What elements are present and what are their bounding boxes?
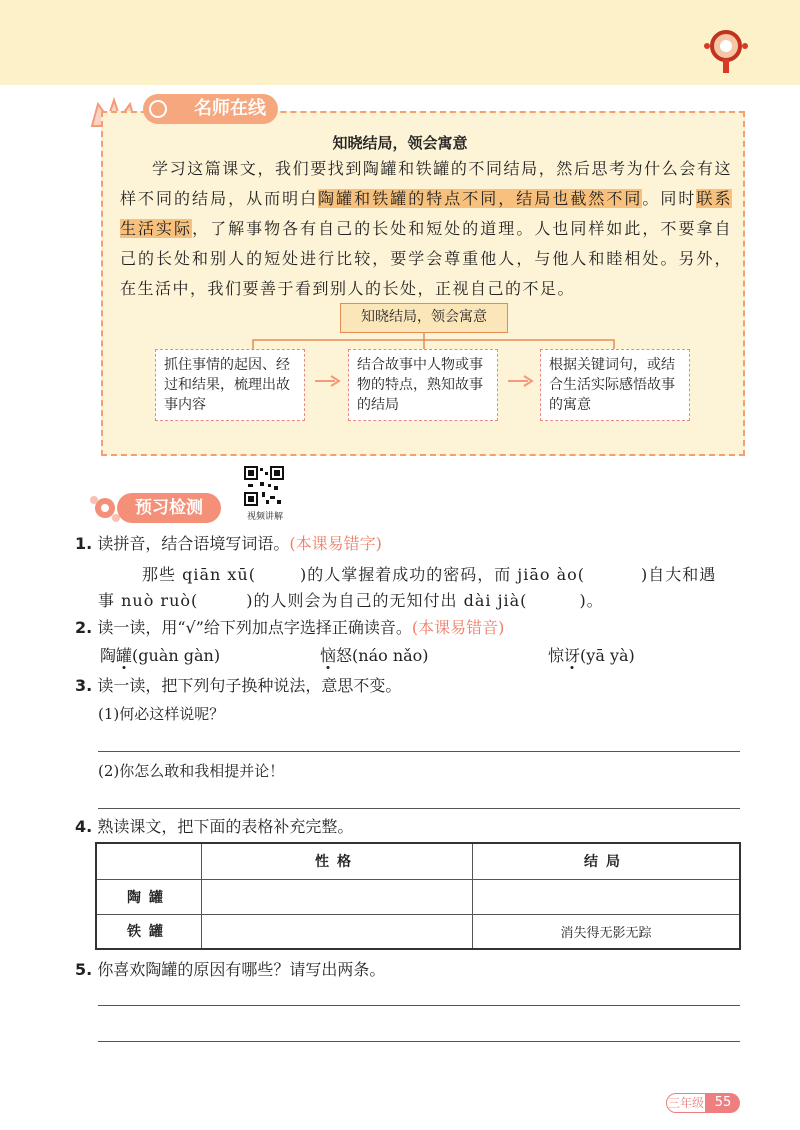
para-highlight: 陶罐和铁罐的特点不同，结局也截然不同 [318,189,643,208]
table-header-trait: 性格 [202,843,473,879]
question-note: (本课易错字) [289,534,382,553]
question-2 [75,615,504,641]
answer-line[interactable] [98,808,740,809]
q2-char: 陶 [100,646,117,665]
answer-line[interactable] [98,1005,740,1006]
para-text: 学习这篇课文，我们要找到陶罐和铁罐的不同结局，然后思考为什么会有这样不同的结局，从而明白 [120,159,732,208]
q1-text: )。 [579,591,604,610]
qr-code-icon[interactable] [244,466,284,506]
arrow-right-icon [506,374,536,388]
para-text: ，了解事物各有自己的长处和短处的道理。人也同样如此，不要拿自己的长处和别人的短处进行比较，要学会尊重他人，与他人和睦相处。另外，在生活中，我们要善于看到别人的长处，正视自己的不足。 [120,219,732,298]
question-note: (本课易错音) [411,618,505,637]
q2-char: 惊 [548,646,565,665]
q1-line-1 [142,562,716,588]
q2-options: (guàn gàn) [132,646,221,665]
q2-dotted-char: 恼 [320,646,337,665]
question-number: 1. [75,534,93,553]
q2-options: 怒(náo nǎo) [336,646,429,665]
diagram-step-3: 根据关键词句，或结合生活实际感悟故事的寓意 [540,349,690,421]
page-number: 55 [706,1093,740,1113]
q3-sentence-2: (2)你怎么敢和我相提并论！ [98,762,285,780]
question-5 [75,957,385,983]
q2-dotted-char: 讶 [564,646,581,665]
question-text: 读一读，把下列句子换种说法，意思不变。 [97,676,402,695]
diagram-step-2: 结合故事中人物或事物的特点，熟知故事的结局 [348,349,498,421]
q1-text: )的人则会为自己的无知付出 dài jià( [246,591,528,610]
q1-line-2 [98,588,604,614]
question-text: 熟读课文，把下面的表格补充完整。 [97,817,354,836]
q1-text: )的人掌握着成功的密码，而 jiāo ào( [299,565,586,584]
diagram-root: 知晓结局，领会寓意 [340,303,508,333]
section-label-preview: 预习检测 [117,493,221,523]
diagram-step-1: 抓住事情的起因、经过和结果，梳理出故事内容 [155,349,305,421]
question-number: 4. [75,817,93,836]
table-header-empty [96,843,202,879]
question-number: 3. [75,676,93,695]
question-text: 读拼音，结合语境写词语。 [97,534,290,553]
arrow-right-icon [313,374,343,388]
table-header-ending: 结局 [473,843,741,879]
q1-text: 那些 qiān xū( [142,565,256,584]
para-highlight: 联系生活实际 [120,189,732,238]
answer-line[interactable] [98,1041,740,1042]
q3-sentence-1: (1)何必这样说呢？ [98,705,225,723]
row-label: 铁罐 [96,914,202,949]
table-row [96,879,740,914]
question-number: 5. [75,960,93,979]
row-label: 陶罐 [96,879,202,914]
table-cell-input[interactable] [473,879,741,914]
question-3 [75,673,401,699]
question-number: 2. [75,618,93,637]
section-label-text: 名师在线 [194,98,266,119]
q2-item-2[interactable] [320,643,429,669]
question-text: 你喜欢陶罐的原因有哪些？请写出两条。 [97,960,386,979]
table-cell-input[interactable] [202,914,473,949]
q2-options: (yā yà) [580,646,635,665]
q1-text: 事 nuò ruò( [98,591,199,610]
table-cell-value: 消失得无影无踪 [473,914,741,949]
qr-caption: 视频讲解 [246,512,283,522]
question-1 [75,531,382,557]
tips-title: 知晓结局，领会寓意 [332,134,468,152]
question-4 [75,814,353,840]
answer-line[interactable] [98,751,740,752]
table-cell-input[interactable] [202,879,473,914]
grade-tag: 三年级 [666,1093,706,1113]
q2-item-1[interactable] [100,643,220,669]
question-text: 读一读，用“√”给下列加点字选择正确读音。 [97,618,412,637]
table-row [96,914,740,949]
para-text: 。同时 [642,189,697,208]
q1-text: )自大和遇 [641,565,717,584]
q2-item-3[interactable] [548,643,635,669]
character-table [95,842,741,950]
q2-dotted-char: 罐 [116,646,133,665]
